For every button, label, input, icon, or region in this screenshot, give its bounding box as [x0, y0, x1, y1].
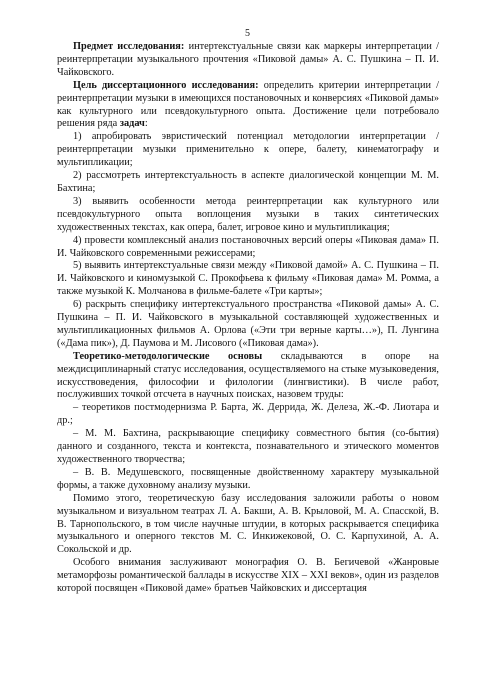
subject-heading: Предмет исследования: [73, 41, 185, 52]
task-item: 5) выявить интертекстуальные связи между «Пиковой дамой» А. С. Пушкина – П. И. Чайковского и киномузыкой С. Прокофьева к фильму «Пиковая дама» М. Ромма, а также музыкой К. Молчанова в фильме-балете «Три карты»; [57, 260, 439, 298]
tasks-term: задач [119, 118, 145, 130]
paragraph-text: определить критерии интерпретации / реинтерпретации музыки в имеющихся постановочных и конверсиях «Пиковой дамы» как культурного или псевдокультурного опыта. Достижение цели потребовало решения ряда [57, 79, 439, 130]
goal-heading: Цель диссертационного исследования: [73, 79, 259, 91]
list-item: – В. В. Медушевского, посвященные двойственному характеру музыкальной формы, а также духовному анализу музыки. [57, 466, 439, 491]
task-item: 6) раскрыть специфику интертекстуального пространства «Пиковой дамы» А. С. Пушкина – П. И. Чайковского в музыкальной составляющей художественных и мультипликационных фильмов А. Орлова («Эти три верные карты…»), П. Лунгина («Дама пик»), Д. Паумова и М. Лисового («Пиковая дама»). [57, 299, 439, 349]
task-item: 1) апробировать эвристический потенциал методологии интерпретации / реинтерпретации музыки применительно к опере, балету, кинематографу и мультипликации; [57, 131, 439, 169]
paragraph-text: складываются в опоре на междисциплинарный статус исследования, осуществляемого на стыке музыковедения, искусствоведения, философии и филологии (лингвистики). В числе работ, послуживших точкой отсчета в научных поисках, назовем труды: [57, 350, 439, 401]
paragraph-methodology [57, 351, 439, 403]
task-item: 2) рассмотреть интертекстуальность в аспекте диалогической концепции М. М. Бахтина; [57, 170, 439, 194]
paragraph-text: Помимо этого, теоретическую базу исследования заложили работы о новом музыкальном и визуальном театрах Л. А. Бакши, А. В. Крыловой, М. А. Спасской, В. В. Тарнопольского, в том числе научные штудии, в которых раскрывается специфика музыкального и оперного текстов М. С. Инкижековой, О. С. Карпухиной, А. А. Сокольской и др. [57, 492, 439, 556]
paragraph-text: : [144, 118, 148, 130]
task-item: 3) выявить особенности метода реинтерпретации как культурного или псевдокультурного опыта воплощения музыки в таких синтетических художественных текстах, как опера, балет, игровое кино и мультипликация; [57, 195, 439, 233]
task-item: 4) провести комплексный анализ постановочных версий оперы «Пиковая дама» П. И. Чайковского современными режиссерами; [57, 234, 439, 259]
list-item: – М. М. Бахтина, раскрывающие специфику совместного бытия (со-бытия) данного и созданного, текста и контекста, познавательного и этического моментов художественного творчества; [57, 428, 439, 465]
paragraph-subject [57, 41, 439, 80]
paragraph-text: Особого внимания заслуживают монография О. В. Бегичевой «Жанровые метаморфозы романтической баллады в искусстве XIX – XXI веков», один из разделов которой посвящен «Пиковой даме» братьев Чайковских и диссертация [57, 557, 440, 595]
methodology-heading: Теоретико-методологические основы [73, 350, 263, 362]
page-number: 5 [245, 28, 250, 39]
page-body [57, 41, 439, 596]
list-item: – теоретиков постмодернизма Р. Барта, Ж. Деррида, Ж. Делеза, Ж.-Ф. Лиотара и др.; [57, 402, 439, 427]
paragraph-text: интертекстуальные связи как маркеры интерпретации / реинтерпретации музыкального прочтения «Пиковой дамы» А. С. Пушкина – П. И. Чайковского. [57, 41, 439, 78]
paragraph-goal [57, 80, 439, 132]
